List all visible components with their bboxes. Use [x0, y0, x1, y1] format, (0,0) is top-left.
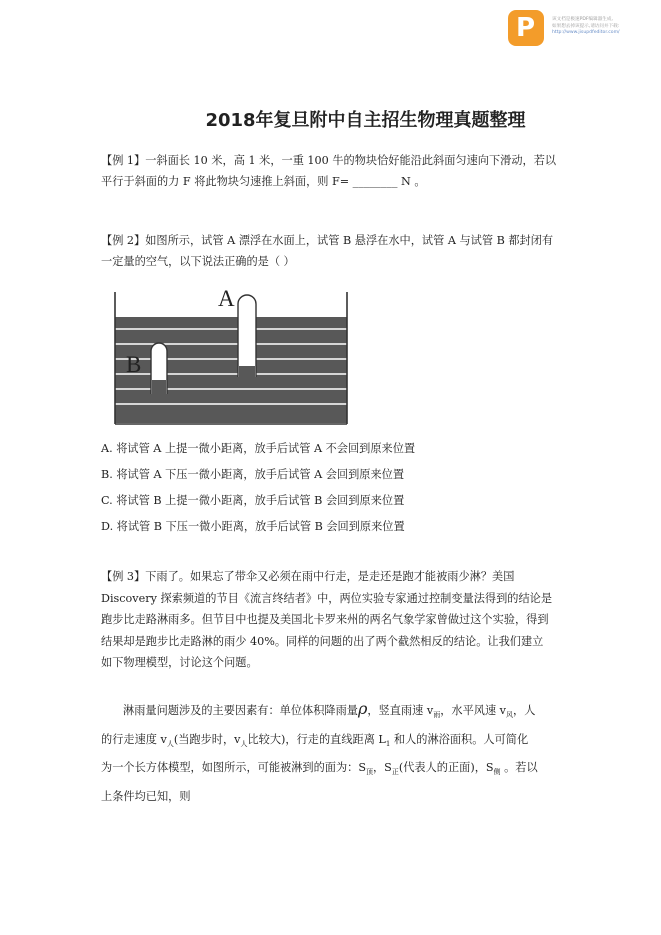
example-3 [101, 566, 569, 674]
test-tube-b [151, 343, 167, 394]
example-3-line-1: 【例 3】下雨了。如果忘了带伞又必须在雨中行走，是走还是跑才能被雨少淋？美国 [101, 570, 515, 583]
watermark-notice [552, 17, 658, 37]
example-3-line-3: 跑步比走路淋雨多。但节目中也提及美国北卡罗来州的两名气象学家曾做过这个实验，得到 [101, 613, 549, 626]
test-tube-figure [110, 284, 352, 426]
pdf-editor-logo [508, 10, 544, 46]
example-2-line-1: 【例 2】如图所示，试管 A 漂浮在水面上，试管 B 悬浮在水中，试管 A 与试管 B 都封闭有 [101, 234, 554, 247]
option-a: A. 将试管 A 上提一微小距离，放手后试管 A 不会回到原来位置 [101, 442, 416, 455]
example-3-line-2: Discovery 探索频道的节目《流言终结者》中，两位实验专家通过控制变量法得到的结论是 [101, 591, 553, 605]
example-1 [101, 150, 569, 192]
model-line-1: 淋雨量问题涉及的主要因素有：单位体积降雨量ρ，竖直雨速 $v_雨$，水平风速 $v_风$，人 [123, 699, 536, 720]
option-d: D. 将试管 B 下压一微小距离，放手后试管 B 会回到原来位置 [101, 520, 405, 533]
water-body [115, 317, 347, 423]
label-b: B [126, 352, 142, 377]
watermark-url[interactable]: http://www.jisupdfeditor.com/ [552, 30, 620, 36]
option-c: C. 将试管 B 上提一微小距离，放手后试管 B 会回到原来位置 [101, 494, 405, 507]
example-3-model [101, 697, 569, 810]
logo-letter: P [516, 13, 536, 43]
rho-symbol: ρ [357, 699, 368, 718]
page-title: 2018年复旦附中自主招生物理真题整理 [205, 110, 526, 131]
model-line-4: 上条件均已知，则 [101, 790, 191, 804]
example-3-line-4: 结果却是跑步比走路淋的雨少 40%。同样的问题的出了两个截然相反的结论。让我们建立 [101, 634, 544, 648]
model-line-2: 的行走速度 $v_人$(当跑步时，$v_人$比较大)，行走的直线距离 $L_1$ 和人的淋浴面积。人可简化 [101, 732, 529, 748]
example-3-line-5: 如下物理模型，讨论这个问题。 [101, 656, 258, 669]
watermark-line-2: 如果想去掉该提示,请访问并下载: [552, 23, 620, 29]
option-b: B. 将试管 A 下压一微小距离，放手后试管 A 会回到原来位置 [101, 468, 405, 481]
watermark-line-1: 该文档是极速PDF编辑器生成, [552, 17, 613, 22]
example-2 [101, 230, 569, 272]
example-1-line-1: 【例 1】一斜面长 10 米，高 1 米，一重 100 牛的物块恰好能沿此斜面匀速向下滑动，若以 [101, 154, 557, 167]
model-line-3: 为一个长方体模型，如图所示，可能被淋到的面为：$S_顶$，$S_正$(代表人的正面)，$S_侧$ 。若以 [101, 761, 538, 777]
example-1-line-2: 平行于斜面的力 F 将此物块匀速推上斜面，则 F= ________ N 。 [101, 175, 426, 188]
example-2-line-2: 一定量的空气，以下说法正确的是（ ） [101, 255, 295, 268]
label-a: A [218, 286, 235, 311]
test-tube-a [238, 295, 256, 377]
